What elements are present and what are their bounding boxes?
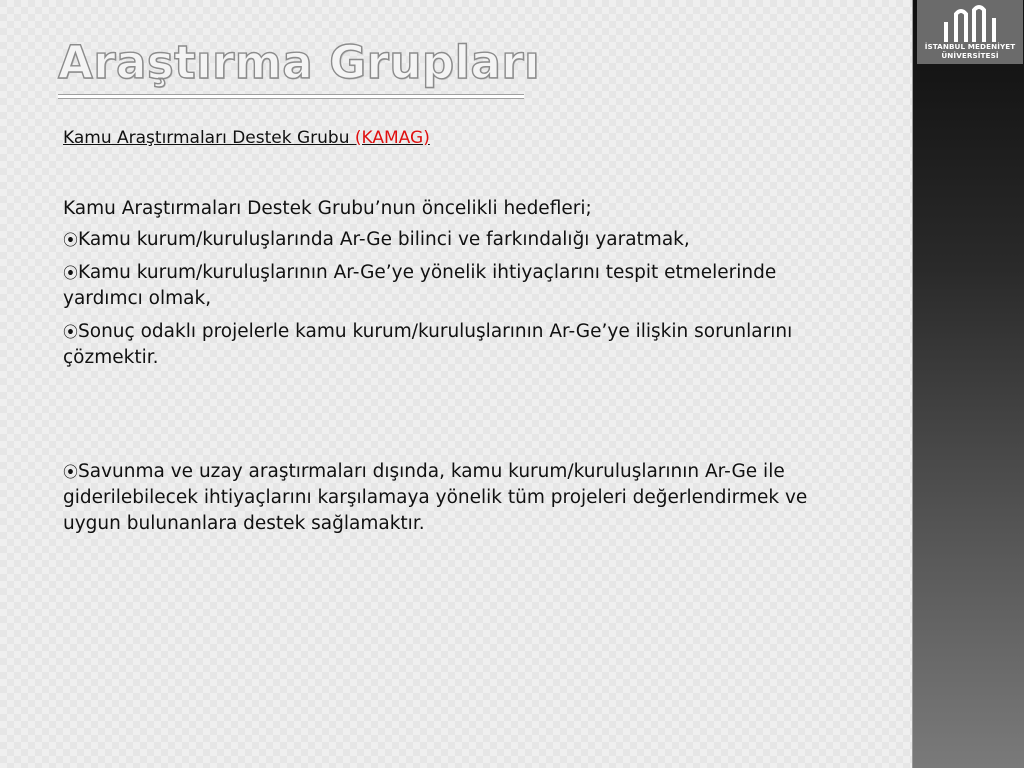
list-item-text: Kamu kurum/kuruluşlarının Ar-Ge’ye yönelik ihtiyaçlarını tespit etmelerinde yardımcı olmak,	[63, 262, 777, 309]
right-sidebar	[912, 0, 1024, 768]
logo-line-1: İSTANBUL MEDENİYET	[924, 42, 1016, 51]
list-item	[63, 459, 853, 537]
university-columns-logo-icon	[940, 4, 1000, 42]
group-heading	[63, 126, 853, 150]
group-name: Kamu Araştırmaları Destek Grubu	[63, 128, 355, 148]
objectives-list	[63, 227, 853, 537]
list-item	[63, 227, 853, 253]
bullet-icon: ⦿	[63, 463, 79, 481]
list-item	[63, 260, 853, 312]
bullet-icon: ⦿	[63, 231, 79, 249]
list-item-text: Savunma ve uzay araştırmaları dışında, kamu kurum/kuruluşlarının Ar-Ge ile giderilebilecek ihtiyaçlarını karşılamaya yönelik tüm projeleri değerlendirmek ve uygun bulunanlara destek sağlamaktır.	[63, 461, 808, 534]
title-underline	[58, 94, 524, 99]
list-item-text: Kamu kurum/kuruluşlarında Ar-Ge bilinci ve farkındalığı yaratmak,	[78, 229, 690, 250]
university-logo	[917, 0, 1023, 64]
intro-text: Kamu Araştırmaları Destek Grubu’nun öncelikli hedefleri;	[63, 198, 592, 219]
bullet-icon: ⦿	[63, 323, 79, 341]
group-acronym: (KAMAG)	[354, 128, 430, 148]
bullet-icon: ⦿	[63, 264, 79, 282]
list-item-text: Sonuç odaklı projelerle kamu kurum/kuruluşlarının Ar-Ge’ye ilişkin sorunlarını çözmektir.	[63, 321, 793, 368]
list-item	[63, 319, 853, 371]
slide-title: Araştırma Grupları	[58, 36, 541, 89]
logo-line-2: ÜNİVERSİTESİ	[941, 51, 999, 60]
slide-content	[63, 126, 853, 544]
